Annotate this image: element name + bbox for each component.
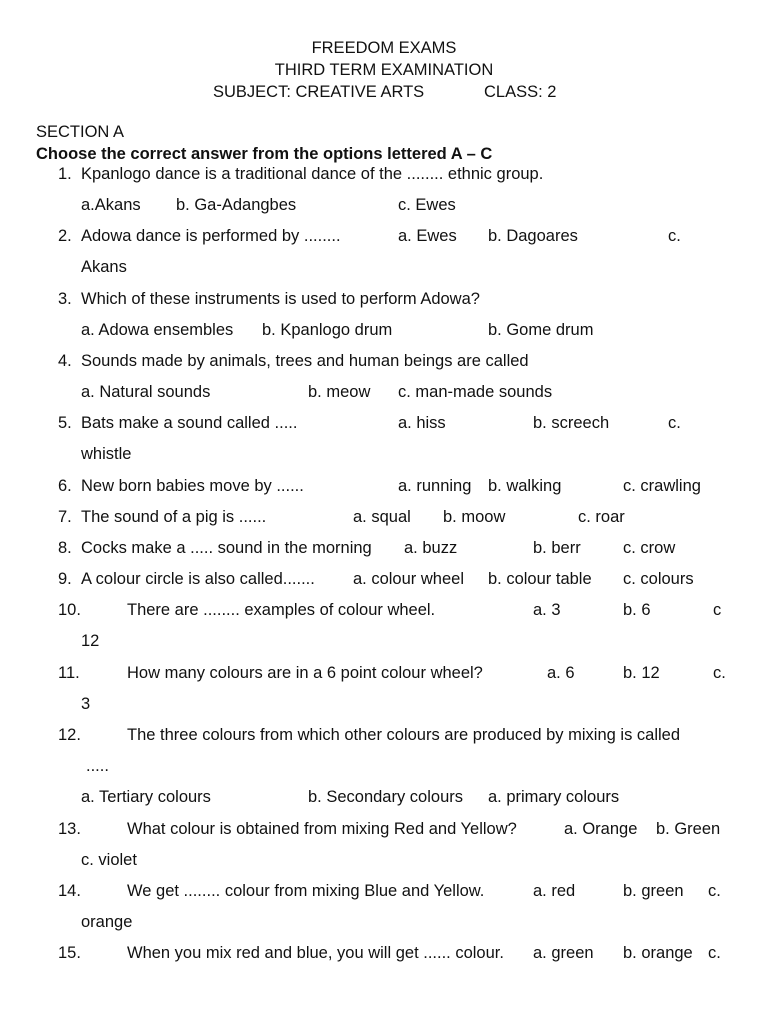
option: b. Dagoares [488, 227, 578, 245]
option: b. 12 [623, 664, 660, 682]
question-text: Cocks make a ..... sound in the morning [81, 539, 372, 557]
question-number: 9. [58, 570, 72, 588]
option: b. walking [488, 477, 562, 495]
question-text: The sound of a pig is ...... [81, 508, 267, 526]
option: b. screech [533, 414, 610, 432]
question-text: A colour circle is also called....... [81, 570, 315, 588]
question-text: Kpanlogo dance is a traditional dance of the ........ ethnic group. [81, 165, 544, 183]
option: a. buzz [404, 539, 458, 557]
question-number: 5. [58, 414, 72, 432]
question-text: What colour is obtained from mixing Red and Yellow? [127, 820, 517, 838]
class-label: CLASS: 2 [484, 83, 557, 101]
option: c [713, 601, 722, 619]
question-number: 15. [58, 944, 81, 962]
option: c. [708, 944, 721, 962]
question-number: 7. [58, 508, 72, 526]
option: b. 6 [623, 601, 651, 619]
option: a. Tertiary colours [81, 788, 211, 806]
option: orange [81, 913, 133, 931]
option: 12 [81, 632, 100, 650]
exam-subtitle: THIRD TERM EXAMINATION [274, 61, 494, 79]
question-number: 11. [58, 664, 80, 682]
section-instruction: Choose the correct answer from the options lettered A – C [36, 145, 493, 163]
option: a. Ewes [398, 227, 457, 245]
option: c. [708, 882, 721, 900]
option: c. Ewes [398, 196, 456, 214]
exam-title: FREEDOM EXAMS [311, 39, 457, 57]
option: b. Secondary colours [308, 788, 464, 806]
option: b. colour table [488, 570, 592, 588]
option: b. green [623, 882, 684, 900]
option: b. Gome drum [488, 321, 594, 339]
option: c. colours [623, 570, 694, 588]
option: c. crow [623, 539, 676, 557]
option: a. Adowa ensembles [81, 321, 234, 339]
question-text: Sounds made by animals, trees and human beings are called [81, 352, 529, 370]
option: whistle [81, 445, 132, 463]
question-text: Bats make a sound called ..... [81, 414, 298, 432]
option: b. orange [623, 944, 693, 962]
option: a. Natural sounds [81, 383, 211, 401]
question-number: 14. [58, 882, 81, 900]
option: c. man-made sounds [398, 383, 553, 401]
question-number: 6. [58, 477, 72, 495]
subject-label: SUBJECT: CREATIVE ARTS [213, 83, 425, 101]
option: 3 [81, 695, 91, 713]
option: b. berr [533, 539, 581, 557]
question-number: 8. [58, 539, 72, 557]
question-text: We get ........ colour from mixing Blue and Yellow. [127, 882, 485, 900]
option: a. green [533, 944, 594, 962]
section-title: SECTION A [36, 123, 125, 141]
question-number: 2. [58, 227, 72, 245]
question-number: 12. [58, 726, 81, 744]
option: Akans [81, 258, 127, 276]
option: b. Green [656, 820, 721, 838]
option: c. [713, 664, 726, 682]
question-text: New born babies move by ...... [81, 477, 304, 495]
question-text: How many colours are in a 6 point colour wheel? [127, 664, 483, 682]
question-number: 4. [58, 352, 72, 370]
option: b. moow [443, 508, 506, 526]
option: c. violet [81, 851, 137, 869]
question-text: The three colours from which other colours are produced by mixing is called [127, 726, 681, 744]
option: a. running [398, 477, 472, 495]
option: a. squal [353, 508, 411, 526]
option: c. roar [578, 508, 625, 526]
option: c. crawling [623, 477, 701, 495]
option: a. primary colours [488, 788, 620, 806]
question-number: 13. [58, 820, 81, 838]
option: b. Kpanlogo drum [262, 321, 393, 339]
option: a. hiss [398, 414, 446, 432]
question-number: 10. [58, 601, 81, 619]
option: b. Ga-Adangbes [176, 196, 297, 214]
option: a. red [533, 882, 576, 900]
question-continuation: ..... [86, 757, 109, 775]
question-number: 1. [58, 165, 72, 183]
option: c. [668, 414, 681, 432]
option: a. 6 [547, 664, 575, 682]
option: a.Akans [81, 196, 141, 214]
option: b. meow [308, 383, 371, 401]
question-text: There are ........ examples of colour wheel. [127, 601, 436, 619]
question-text: When you mix red and blue, you will get ...... colour. [127, 944, 504, 962]
option: a. Orange [564, 820, 638, 838]
option: a. 3 [533, 601, 561, 619]
option: c. [668, 227, 681, 245]
option: a. colour wheel [353, 570, 464, 588]
question-text: Adowa dance is performed by ........ [81, 227, 341, 245]
question-text: Which of these instruments is used to perform Adowa? [81, 290, 480, 308]
question-number: 3. [58, 290, 72, 308]
